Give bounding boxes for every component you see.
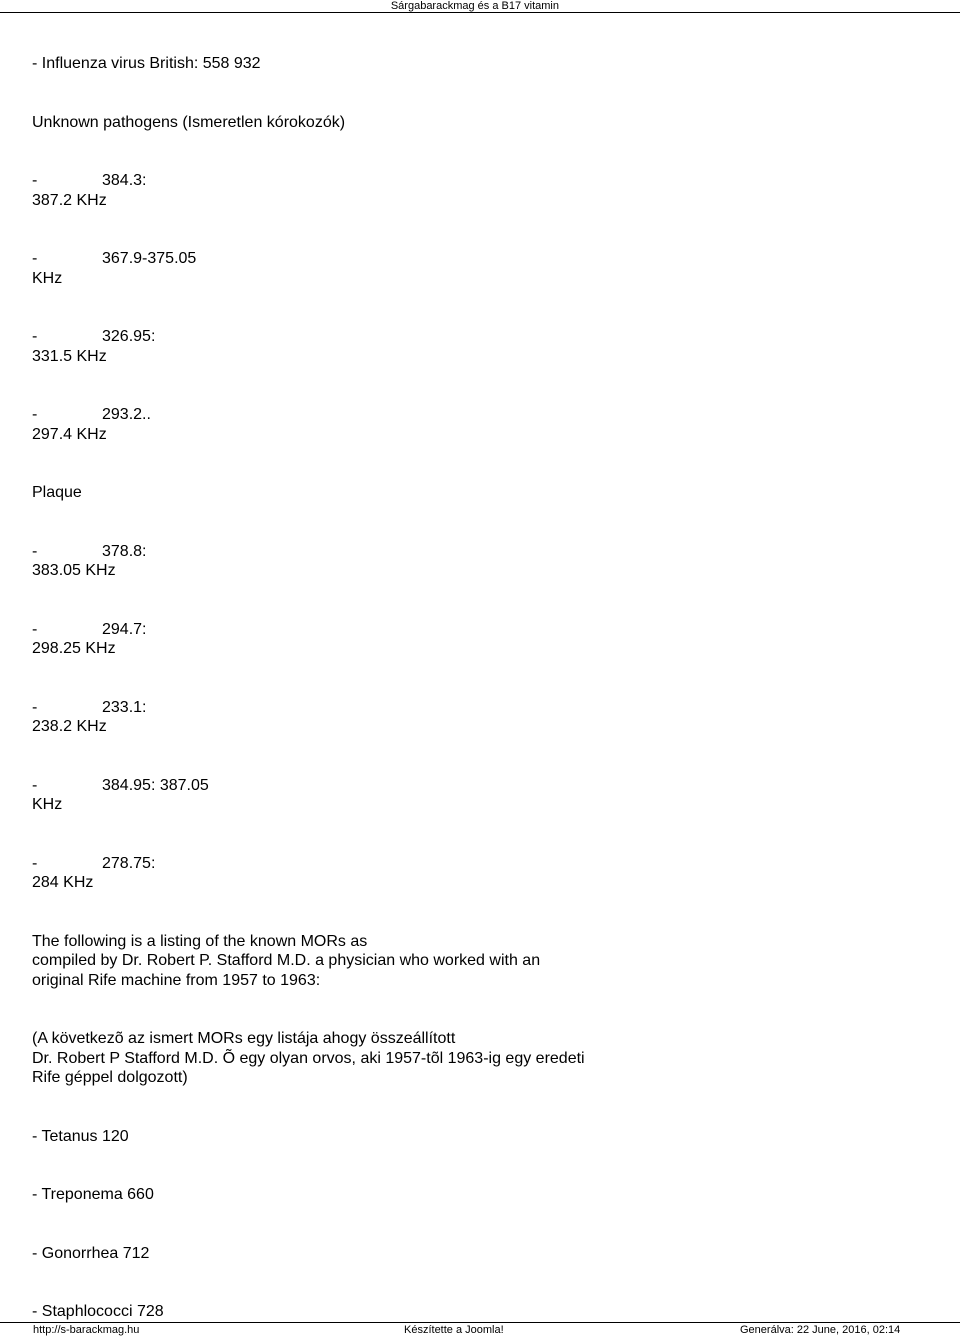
footer-made-by: Készítette a Joomla! (404, 1324, 504, 1336)
paragraph-line: Dr. Robert P Stafford M.D. Õ egy olyan orvos, aki 1957-tõl 1963-ig egy eredeti (32, 1049, 585, 1067)
frequency-end: KHz (32, 269, 63, 287)
frequency-item (32, 249, 932, 288)
mor-intro-english (32, 932, 932, 991)
dash: - (32, 250, 38, 267)
footer-generated: Generálva: 22 June, 2016, 02:14 (740, 1324, 901, 1336)
frequency-end: 238.2 KHz (32, 718, 107, 735)
mor-item: - Tetanus 120 (32, 1127, 129, 1145)
dash: - (32, 406, 38, 423)
frequency-start: 278.75: (102, 854, 156, 872)
dash: - (32, 698, 38, 716)
frequency-end: 284 KHz (32, 874, 94, 891)
footer-divider (0, 1322, 960, 1323)
footer-url-link[interactable]: http://s-barackmag.hu (33, 1324, 140, 1336)
frequency-item (32, 698, 932, 737)
paragraph-line: compiled by Dr. Robert P. Stafford M.D. a physician who worked with an (32, 952, 541, 969)
frequency-start: 367.9-375.05 (102, 250, 197, 267)
frequency-end: 383.05 KHz (32, 562, 116, 579)
frequency-end: 331.5 KHz (32, 347, 107, 365)
frequency-start: 378.8: (102, 542, 147, 560)
header-title: Sárgabarackmag és a B17 vitamin (390, 0, 559, 12)
paragraph-line: The following is a listing of the known MORs as (32, 932, 368, 950)
dash: - (32, 620, 38, 638)
mor-item: - Gonorrhea 712 (32, 1244, 150, 1262)
frequency-start: 384.3: (102, 172, 147, 189)
document-body (32, 54, 932, 1322)
frequency-item (32, 776, 932, 815)
dash: - (32, 328, 38, 345)
frequency-item (32, 171, 932, 210)
frequency-end: 297.4 KHz (32, 425, 107, 443)
mor-intro-hungarian (32, 1029, 932, 1088)
frequency-start: 326.95: (102, 328, 156, 345)
frequency-end: KHz (32, 796, 63, 813)
frequency-item (32, 620, 932, 659)
mor-item: - Treponema 660 (32, 1186, 154, 1203)
dash: - (32, 854, 38, 872)
dash: - (32, 172, 38, 189)
frequency-start: 294.7: (102, 620, 147, 638)
frequency-item (32, 854, 932, 893)
dash: - (32, 776, 38, 794)
unknown-pathogens-heading: Unknown pathogens (Ismeretlen kórokozók) (32, 113, 346, 131)
frequency-item (32, 405, 932, 444)
mor-item: - Staphlococci 728 (32, 1303, 164, 1320)
plaque-heading: Plaque (32, 484, 82, 501)
frequency-item (32, 542, 932, 581)
frequency-end: 387.2 KHz (32, 191, 107, 209)
frequency-end: 298.25 KHz (32, 640, 116, 657)
paragraph-line: (A következõ az ismert MORs egy listája ahogy összeállított (32, 1030, 456, 1047)
frequency-start: 384.95: 387.05 (102, 776, 209, 794)
frequency-start: 233.1: (102, 698, 147, 716)
dash: - (32, 542, 38, 560)
paragraph-line: original Rife machine from 1957 to 1963: (32, 971, 321, 989)
paragraph-line: Rife géppel dolgozott) (32, 1069, 188, 1086)
influenza-line: - Influenza virus British: 558 932 (32, 55, 261, 72)
page-header (0, 0, 960, 12)
frequency-start: 293.2.. (102, 406, 151, 423)
frequency-item (32, 327, 932, 366)
header-divider (0, 12, 960, 13)
